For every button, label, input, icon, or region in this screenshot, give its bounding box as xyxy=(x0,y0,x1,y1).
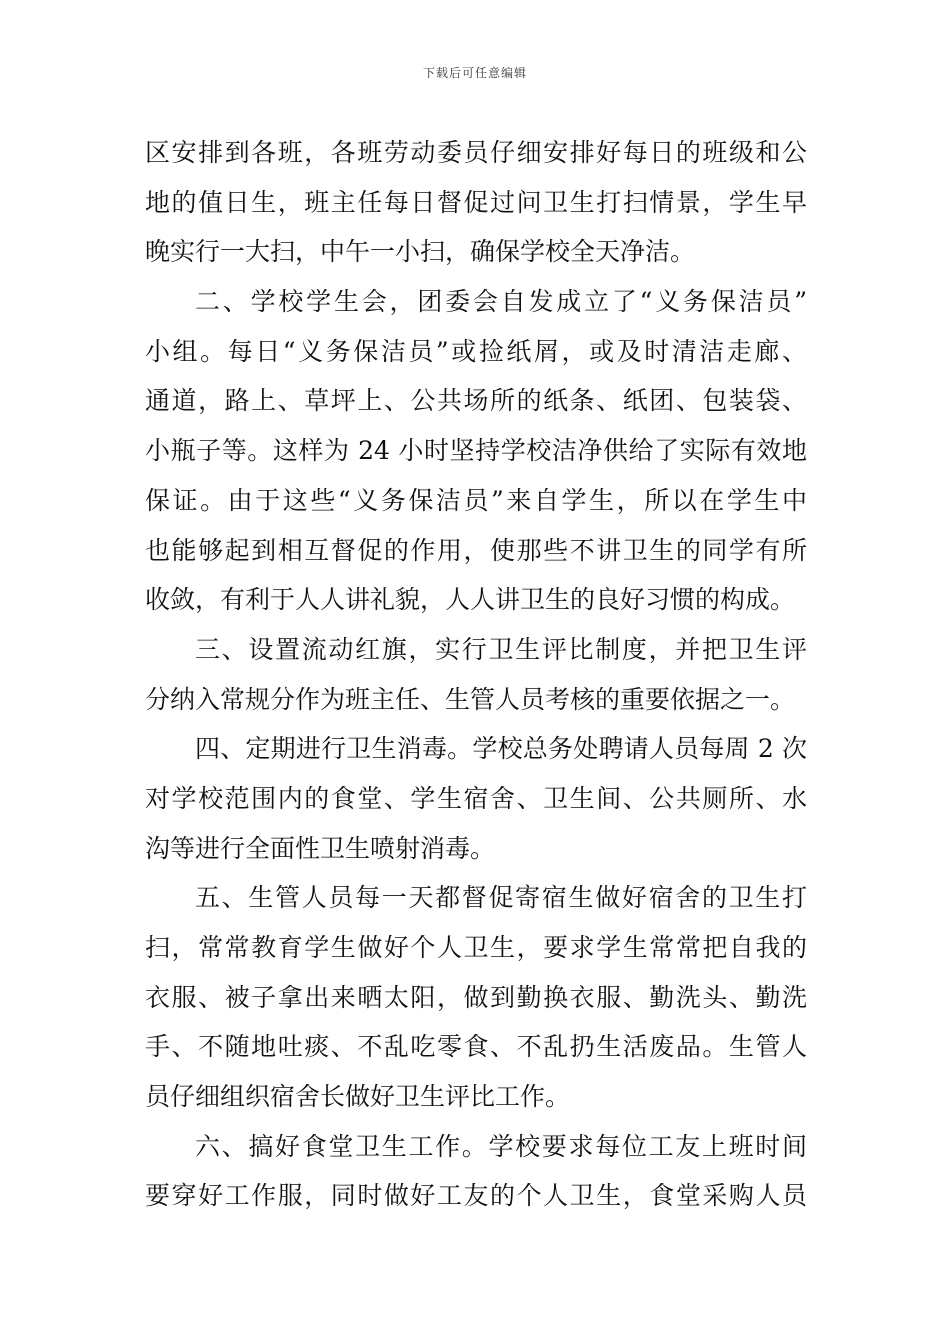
text-line: 区安排到各班，各班劳动委员仔细安排好每日的班级和公 xyxy=(145,138,807,167)
document-body xyxy=(145,128,807,1221)
text-line: 晚实行一大扫，中午一小扫，确保学校全天净洁。 xyxy=(145,237,696,267)
text-line: 保证。由于这些“义务保洁员”来自学生，所以在学生中 xyxy=(145,485,807,515)
text-line: 扫，常常教育学生做好个人卫生，要求学生常常把自我的 xyxy=(145,933,807,962)
text-line: 分纳入常规分作为班主任、生管人员考核的重要依据之一。 xyxy=(145,684,796,714)
text-line: 六、搞好食堂卫生工作。学校要求每位工友上班时间 xyxy=(195,1131,807,1161)
text-line: 二、学校学生会，团委会自发成立了“义务保洁员” xyxy=(195,287,807,317)
page-header-note: 下载后可任意编辑 xyxy=(422,66,527,80)
text-line: 四、定期进行卫生消毒。学校总务处聘请人员每周 2 次 xyxy=(195,734,807,764)
text-line: 收敛，有利于人人讲礼貌，人人讲卫生的良好习惯的构成。 xyxy=(145,585,796,615)
text-line: 也能够起到相互督促的作用，使那些不讲卫生的同学有所 xyxy=(145,535,807,565)
text-line: 沟等进行全面性卫生喷射消毒。 xyxy=(145,833,496,863)
text-line: 手、不随地吐痰、不乱吃零食、不乱扔生活废品。生管人 xyxy=(145,1032,807,1062)
text-line: 要穿好工作服，同时做好工友的个人卫生，食堂采购人员 xyxy=(145,1181,807,1211)
text-line: 通道，路上、草坪上、公共场所的纸条、纸团、包装袋、 xyxy=(145,386,807,416)
text-line: 五、生管人员每一天都督促寄宿生做好宿舍的卫生打 xyxy=(195,883,807,913)
text-line: 地的值日生，班主任每日督促过问卫生打扫情景，学生早 xyxy=(145,187,807,217)
text-line: 衣服、被子拿出来晒太阳，做到勤换衣服、勤洗头、勤洗 xyxy=(145,982,807,1012)
text-line: 对学校范围内的食堂、学生宿舍、卫生间、公共厕所、水 xyxy=(145,783,807,813)
text-line: 员仔细组织宿舍长做好卫生评比工作。 xyxy=(145,1082,571,1112)
text-line: 小瓶子等。这样为 24 小时坚持学校洁净供给了实际有效地 xyxy=(145,436,807,466)
text-line: 三、设置流动红旗，实行卫生评比制度，并把卫生评 xyxy=(195,634,807,664)
text-line: 小组。每日“义务保洁员”或捡纸屑，或及时清洁走廊、 xyxy=(145,336,807,366)
